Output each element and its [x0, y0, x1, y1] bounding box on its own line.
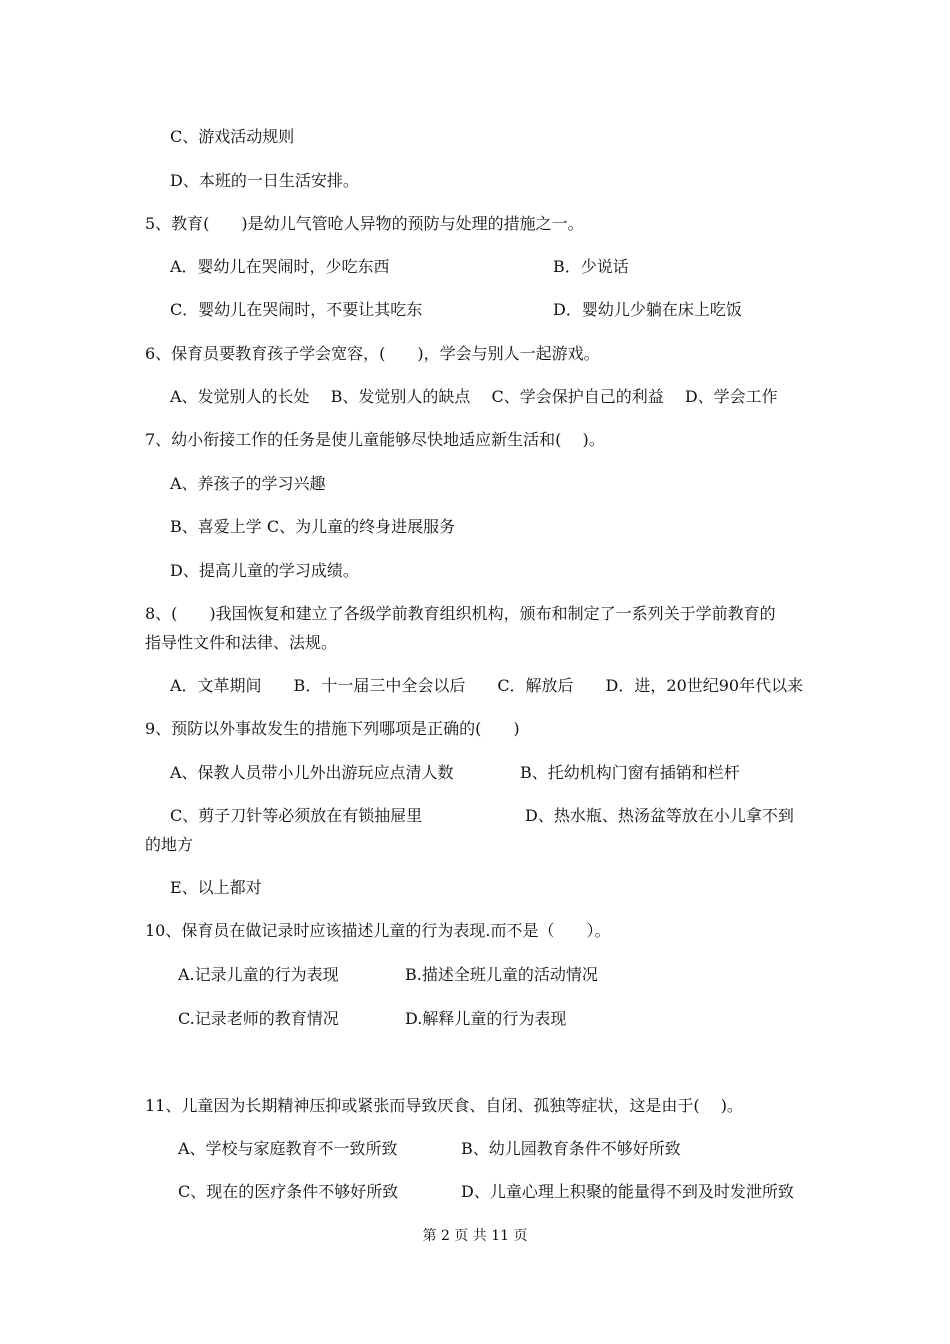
prev-option-d: D、本班的一日生活安排。 [170, 171, 359, 190]
question-7-option-d: D、提高儿童的学习成绩。 [170, 561, 359, 580]
question-11-option-a: A、学校与家庭教育不一致所致 [178, 1139, 398, 1158]
question-11-option-b: B、幼儿园教育条件不够好所致 [461, 1139, 681, 1158]
question-5-option-b: B．少说话 [553, 257, 629, 276]
question-10-option-a: A.记录儿童的行为表现 [178, 965, 339, 984]
prev-option-c: C、游戏活动规则 [170, 127, 295, 146]
question-10-stem: 10、保育员在做记录时应该描述儿童的行为表现.而不是（ ）。 [145, 921, 611, 940]
question-7-stem: 7、幼小衔接工作的任务是使儿童能够尽快地适应新生活和( )。 [145, 430, 605, 449]
question-9-option-c: C、剪子刀针等必须放在有锁抽屉里 [170, 806, 423, 825]
page-number: 第 2 页 共 11 页 [422, 1228, 528, 1244]
question-5-option-c: C．婴幼儿在哭闹时，不要让其吃东 [170, 300, 423, 319]
question-10-option-d: D.解释儿童的行为表现 [405, 1009, 567, 1028]
question-6-stem: 6、保育员要教育孩子学会宽容，( )，学会与别人一起游戏。 [145, 344, 600, 363]
question-11-option-d: D、儿童心理上积聚的能量得不到及时发泄所致 [461, 1182, 794, 1201]
question-5-stem: 5、教育( )是幼儿气管呛人异物的预防与处理的措施之一。 [145, 214, 584, 233]
question-10-option-c: C.记录老师的教育情况 [178, 1009, 339, 1028]
question-8-stem-line-2: 指导性文件和法律、法规。 [145, 633, 338, 652]
question-11-option-c: C、现在的医疗条件不够好所致 [178, 1182, 399, 1201]
question-8-options: A．文革期间 B．十一届三中全会以后 C．解放后 D．进，20世纪90年代以来 [170, 676, 804, 695]
question-10-option-b: B.描述全班儿童的活动情况 [405, 965, 598, 984]
question-7-option-bc: B、喜爱上学 C、为儿童的终身进展服务 [170, 517, 456, 536]
question-5-option-d: D．婴幼儿少躺在床上吃饭 [553, 300, 742, 319]
question-9-option-b: B、托幼机构门窗有插销和栏杆 [520, 763, 740, 782]
question-6-options: A、发觉别人的长处 B、发觉别人的缺点 C、学会保护自己的利益 D、学会工作 [170, 387, 778, 406]
question-9-option-d-continued: 的地方 [145, 835, 194, 854]
question-5-option-a: A．婴幼儿在哭闹时，少吃东西 [170, 257, 390, 276]
question-8-stem-line-1: 8、( )我国恢复和建立了各级学前教育组织机构，颁布和制定了一系列关于学前教育的 [145, 604, 776, 623]
question-11-stem: 11、儿童因为长期精神压抑或紧张而导致厌食、自闭、孤独等症状，这是由于( )。 [145, 1096, 743, 1115]
question-9-option-a: A、保教人员带小儿外出游玩应点清人数 [170, 763, 454, 782]
question-9-option-d: D、热水瓶、热汤盆等放在小儿拿不到 [525, 806, 794, 825]
question-9-option-e: E、以上都对 [170, 878, 262, 897]
question-9-stem: 9、预防以外事故发生的措施下列哪项是正确的( ) [145, 719, 520, 738]
question-7-option-a: A、养孩子的学习兴趣 [170, 474, 326, 493]
